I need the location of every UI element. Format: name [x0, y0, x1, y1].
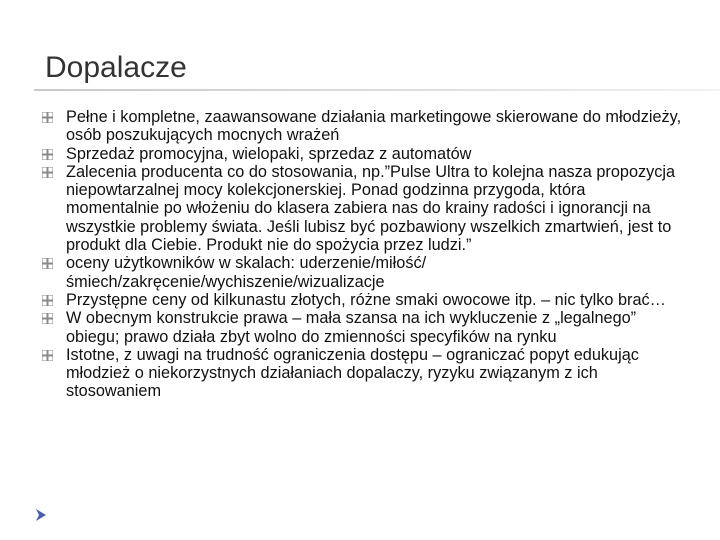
- square-bullet-icon: [42, 112, 53, 123]
- bullet-item: [42, 254, 682, 291]
- bullet-text: W obecnym konstrukcie prawa – mała szansa na ich wykluczenie z „legalnego” obiegu; prawo działa zbyt wolno do zmienności specyfików na rynku: [66, 309, 637, 346]
- bullet-item: [42, 346, 682, 401]
- square-bullet-icon: [42, 167, 53, 178]
- bullet-text: Przystępne ceny od kilkunastu złotych, różne smaki owocowe itp. – nic tylko brać…: [66, 290, 666, 309]
- bullet-text: Sprzedaż promocyjna, wielopaki, sprzedaz z automatów: [66, 144, 472, 163]
- bullet-item: [42, 291, 682, 309]
- bullet-item: [42, 145, 682, 163]
- slide-title: Dopalacze: [45, 51, 187, 84]
- bullet-list: [42, 108, 682, 401]
- bullet-item: [42, 163, 682, 254]
- bullet-text: Zalecenia producenta co do stosowania, np.”Pulse Ultra to kolejna nasza propozycja niepowtarzalnej mocy kolekcjonerskiej. Ponad godzinna przygoda, która momentalnie po włożeniu do klasera zabiera nas do krainy radości i ignorancji na wszystkie problemy świata. Jeśli lubisz być pozbawiony wszelkich zmartwień, jest to produkt dla Ciebie. Produkt nie do spożycia przez ludzi.”: [66, 162, 676, 255]
- bullet-item: [42, 108, 682, 145]
- square-bullet-icon: [42, 149, 53, 160]
- arrow-right-icon[interactable]: [35, 508, 47, 522]
- bullet-item: [42, 309, 682, 346]
- bullet-text: oceny użytkowników w skalach: uderzenie/miłość/śmiech/zakręcenie/wychiszenie/wizualizacje: [66, 254, 427, 291]
- square-bullet-icon: [42, 295, 53, 306]
- bullet-text: Istotne, z uwagi na trudność ograniczenia dostępu – ograniczać popyt edukując młodzież o niekorzystnych działaniach dopalaczy, ryzyku związanym z ich stosowaniem: [66, 345, 639, 401]
- bullet-text: Pełne i kompletne, zaawansowane działania marketingowe skierowane do młodzieży, osób poszukujących mocnych wrażeń: [66, 108, 682, 145]
- square-bullet-icon: [42, 350, 53, 361]
- square-bullet-icon: [42, 313, 53, 324]
- square-bullet-icon: [42, 258, 53, 269]
- title-underline: [34, 89, 720, 91]
